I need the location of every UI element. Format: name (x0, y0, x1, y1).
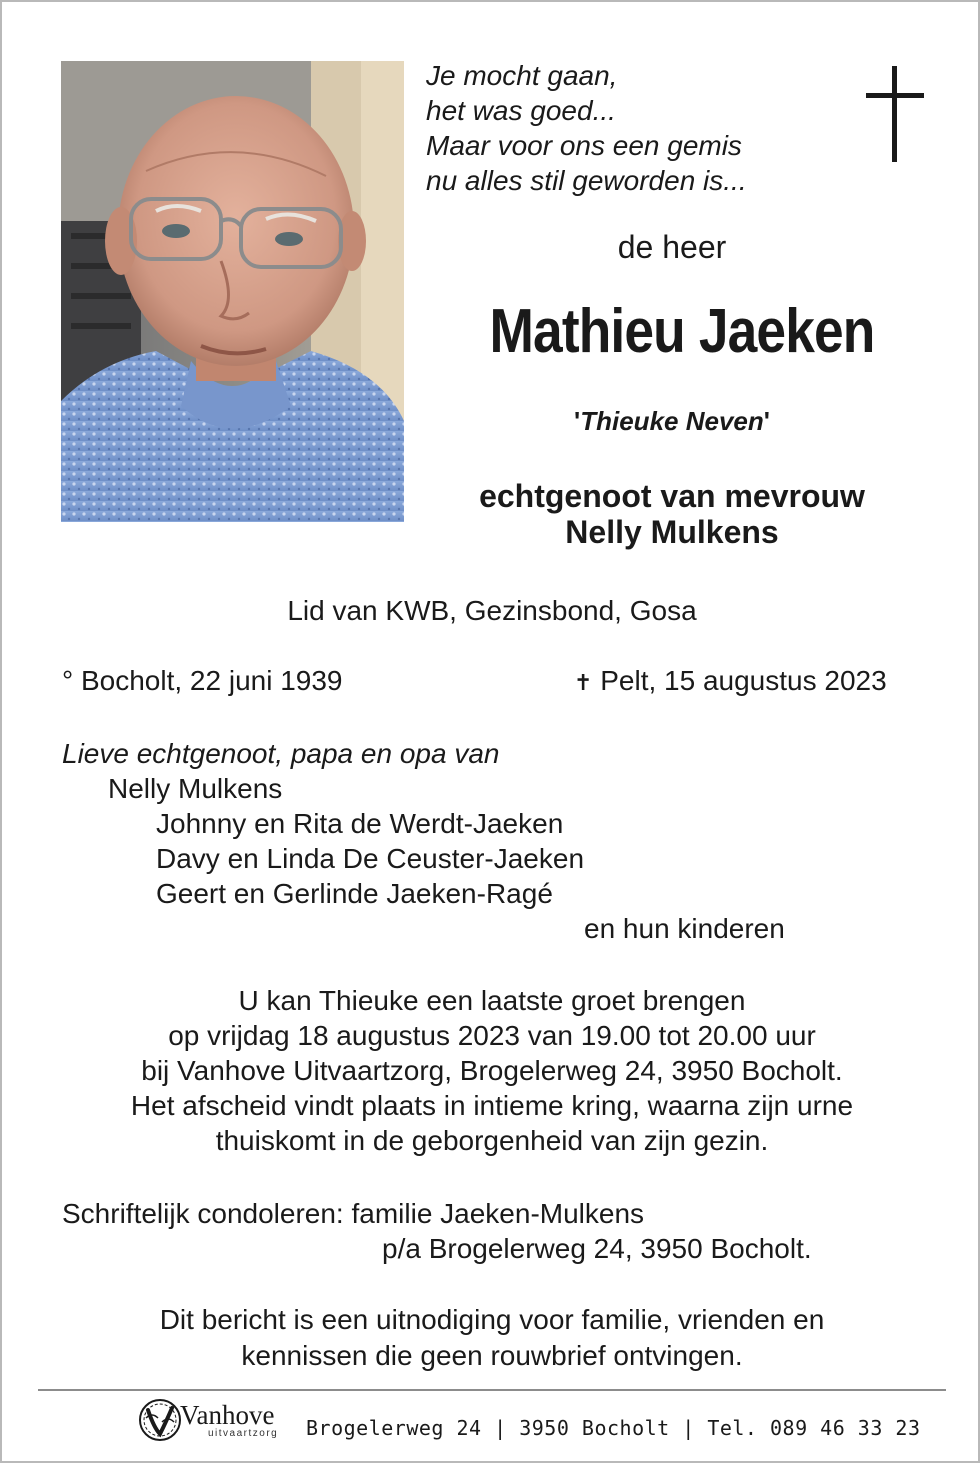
brand-name: Vanhove (180, 1400, 275, 1430)
footer-contact: Brogelerweg 24 | 3950 Bocholt | Tel. 089 46 33 23 (306, 1416, 921, 1440)
visitation-line: op vrijdag 18 augustus 2023 van 19.00 tot 20.00 uur (168, 1020, 816, 1051)
honorific: de heer (617, 229, 727, 265)
condolences-address: p/a Brogelerweg 24, 3950 Bocholt. (382, 1233, 812, 1264)
family-intro: Lieve echtgenoot, papa en opa van (62, 738, 500, 769)
notice-line: kennissen die geen rouwbrief ontvingen. (241, 1340, 743, 1371)
portrait-photo (61, 61, 404, 522)
poem-line: Je mocht gaan, (426, 60, 618, 91)
family-grandchildren: en hun kinderen (584, 913, 785, 944)
poem (426, 58, 747, 198)
visitation-line: bij Vanhove Uitvaartzorg, Brogelerweg 24, 3950 Bocholt. (141, 1055, 843, 1086)
family-list (62, 736, 785, 946)
family-child: Johnny en Rita de Werdt-Jaeken (156, 808, 564, 839)
poem-line: Maar voor ons een gemis (426, 130, 742, 161)
poem-line: nu alles stil geworden is... (426, 165, 747, 196)
spouse-relation: echtgenoot van mevrouw (479, 478, 865, 514)
condolences-line: Schriftelijk condoleren: familie Jaeken-Mulkens (62, 1198, 645, 1229)
notice-line: Dit bericht is een uitnodiging voor familie, vrienden en (159, 1304, 825, 1335)
family-child: Davy en Linda De Ceuster-Jaeken (156, 843, 585, 874)
visitation-line: Het afscheid vindt plaats in intieme kring, waarna zijn urne (130, 1090, 854, 1121)
divider (38, 1389, 946, 1391)
birth-info: ° Bocholt, 22 juni 1939 (62, 665, 343, 696)
cross-icon (866, 66, 924, 162)
vanhove-logo-icon (138, 1398, 182, 1442)
notice (2, 1302, 980, 1374)
brand-subtitle: uitvaartzorg (208, 1428, 279, 1439)
spouse-name: Nelly Mulkens (565, 514, 779, 550)
family-spouse: Nelly Mulkens (108, 773, 283, 804)
poem-line: het was goed... (426, 95, 616, 126)
spouse-block (422, 478, 922, 550)
nickname-text: Thieuke Neven (580, 406, 764, 436)
visitation-line: thuiskomt in de geborgenheid van zijn gezin. (215, 1125, 769, 1156)
death-text: Pelt, 15 augustus 2023 (600, 665, 887, 696)
visitation-info (2, 983, 980, 1158)
deceased-name: Mathieu Jaeken (489, 297, 875, 366)
membership: Lid van KWB, Gezinsbond, Gosa (287, 595, 697, 626)
family-child: Geert en Gerlinde Jaeken-Ragé (156, 878, 553, 909)
death-info (574, 664, 887, 700)
visitation-line: U kan Thieuke een laatste groet brengen (238, 985, 746, 1016)
death-mark-icon: ✝ (574, 670, 593, 695)
nickname: 'Thieuke Neven' (574, 406, 770, 436)
condolences (62, 1196, 812, 1266)
